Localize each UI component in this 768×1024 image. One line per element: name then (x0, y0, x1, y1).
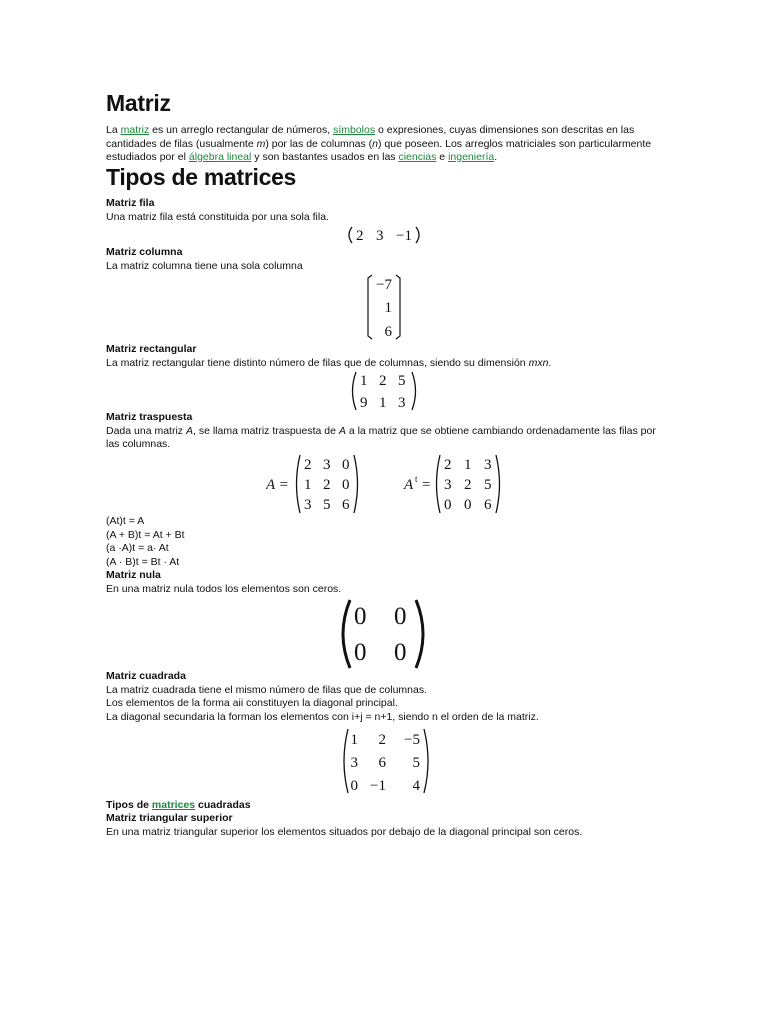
matrix-cell: −1 (396, 228, 412, 244)
matrix-cell: 3 (304, 497, 312, 513)
nula-text: En una matriz nula todos los elementos son ceros. (106, 582, 342, 595)
matrix-cell: 1 (350, 732, 358, 748)
tipos-cuadradas-heading: Tipos de matrices cuadradas (106, 799, 251, 811)
matrix-cell: 5 (398, 373, 406, 389)
nula-heading: Matriz nula (106, 569, 161, 581)
link-simbolos[interactable]: símbolos (333, 124, 376, 136)
matrix-cell: 6 (384, 324, 392, 340)
traspuesta-properties: (At)t = A (A + B)t = At + Bt (a ·A)t = a· At (A · B)t = Bt · At (106, 515, 185, 568)
fila-section (106, 197, 666, 224)
cuadrada-matrix (340, 726, 432, 796)
matrix-cell: 0 (342, 477, 350, 493)
matrix-cell: 1 (464, 457, 472, 473)
triangular-text: En una matriz triangular superior los elementos situados por debajo de la diagonal principal son ceros. (106, 825, 583, 838)
matrix-cell: 1 (304, 477, 312, 493)
matrix-cell: 2 (304, 457, 312, 473)
matrix-cell: −7 (376, 277, 392, 293)
nula-section (106, 569, 666, 596)
triangular-heading: Matriz triangular superior (106, 812, 233, 824)
section-title: Tipos de matrices (106, 164, 297, 190)
matrix-cell: −5 (404, 732, 420, 748)
matrix-cell: 0 (342, 457, 350, 473)
columna-matrix (364, 272, 404, 342)
matrix-cell: 3 (323, 457, 331, 473)
cuadrada-section: Matriz cuadrada La matriz cuadrada tiene el mismo número de filas que de columnas. Los elementos de la forma aii constituyen la diagonal principal. La diagonal secundaria la forman los elementos con i+j = n+1, siendo n el orden de la matriz. (106, 670, 539, 723)
page-title: Matriz (106, 90, 171, 116)
matrix-cell: 2 (464, 477, 472, 493)
matrix-cell: 3 (350, 755, 358, 771)
cuadrada-heading: Matriz cuadrada (106, 670, 186, 682)
link-matriz[interactable]: matriz (120, 124, 150, 136)
matrix-cell: 6 (342, 497, 350, 513)
nula-matrix (338, 598, 430, 670)
link-ciencias[interactable]: ciencias (398, 151, 437, 163)
matrix-cell: 5 (412, 755, 420, 771)
traspuesta-matrix-a (266, 452, 366, 516)
matrix-cell: −1 (370, 778, 386, 794)
matrix-label-at-eq: = (422, 477, 431, 493)
matrix-label-at-sup: t (415, 474, 418, 484)
matrix-cell: 6 (378, 755, 386, 771)
matrix-cell: 3 (398, 395, 406, 411)
matrix-cell: 9 (360, 395, 368, 411)
rectangular-matrix (348, 370, 420, 412)
matrix-label-at: A (404, 477, 414, 493)
matrix-cell: 2 (323, 477, 331, 493)
matrix-cell: 3 (484, 457, 492, 473)
matrix-cell: 2 (444, 457, 452, 473)
matrix-cell: 2 (378, 732, 386, 748)
matrix-cell: 0 (350, 778, 358, 794)
matrix-cell: 2 (356, 228, 364, 244)
matrix-cell: 1 (384, 300, 392, 316)
matrix-cell: 1 (379, 395, 387, 411)
matrix-cell: 0 (394, 639, 407, 666)
matrix-cell: 5 (484, 477, 492, 493)
matrix-cell: 0 (394, 603, 407, 630)
intro-paragraph: La matriz es un arreglo rectangular de números, símbolos o expresiones, cuyas dimensiones son descritas en las cantidades de filas (usualmente m) por las de columnas (n) que poseen. Los arreglos matriciales son particularmente estudiados por el álgebra lineal y son bastantes usados en las ciencias e ingeniería. (106, 124, 652, 163)
link-algebra-lineal[interactable]: álgebra lineal (188, 151, 252, 163)
matrix-cell: 2 (379, 373, 387, 389)
traspuesta-matrix-at (402, 452, 506, 516)
traspuesta-heading: Matriz traspuesta (106, 411, 193, 423)
matrix-cell: 5 (323, 497, 331, 513)
fila-heading: Matriz fila (106, 197, 155, 209)
fila-text: Una matriz fila está constituida por una sola fila. (106, 210, 329, 223)
columna-section (106, 246, 666, 273)
rectangular-section: Matriz rectangular La matriz rectangular tiene distinto número de filas que de columnas, siendo su dimensión mxn. (106, 343, 552, 369)
matrix-cell: 0 (354, 639, 367, 666)
matrix-cell: 0 (354, 603, 367, 630)
matrix-cell: 3 (444, 477, 452, 493)
matrix-cell: 0 (464, 497, 472, 513)
matrix-cell: 1 (360, 373, 368, 389)
matrix-cell: 3 (376, 228, 384, 244)
rectangular-heading: Matriz rectangular (106, 343, 197, 355)
link-matrices[interactable]: matrices (151, 799, 196, 811)
columna-text: La matriz columna tiene una sola columna (106, 259, 303, 272)
link-ingenieria[interactable]: ingeniería (448, 151, 495, 163)
fila-matrix (344, 224, 424, 246)
matrix-cell: 6 (484, 497, 492, 513)
matrix-cell: 4 (412, 778, 420, 794)
matrix-label-a: A = (266, 477, 289, 493)
traspuesta-section: Matriz traspuesta Dada una matriz A, se llama matriz traspuesta de A a la matriz que se obtiene cambiando ordenadamente las filas por las columnas. (106, 411, 656, 450)
columna-heading: Matriz columna (106, 246, 183, 258)
triangular-section (106, 812, 666, 839)
matrix-cell: 0 (444, 497, 452, 513)
